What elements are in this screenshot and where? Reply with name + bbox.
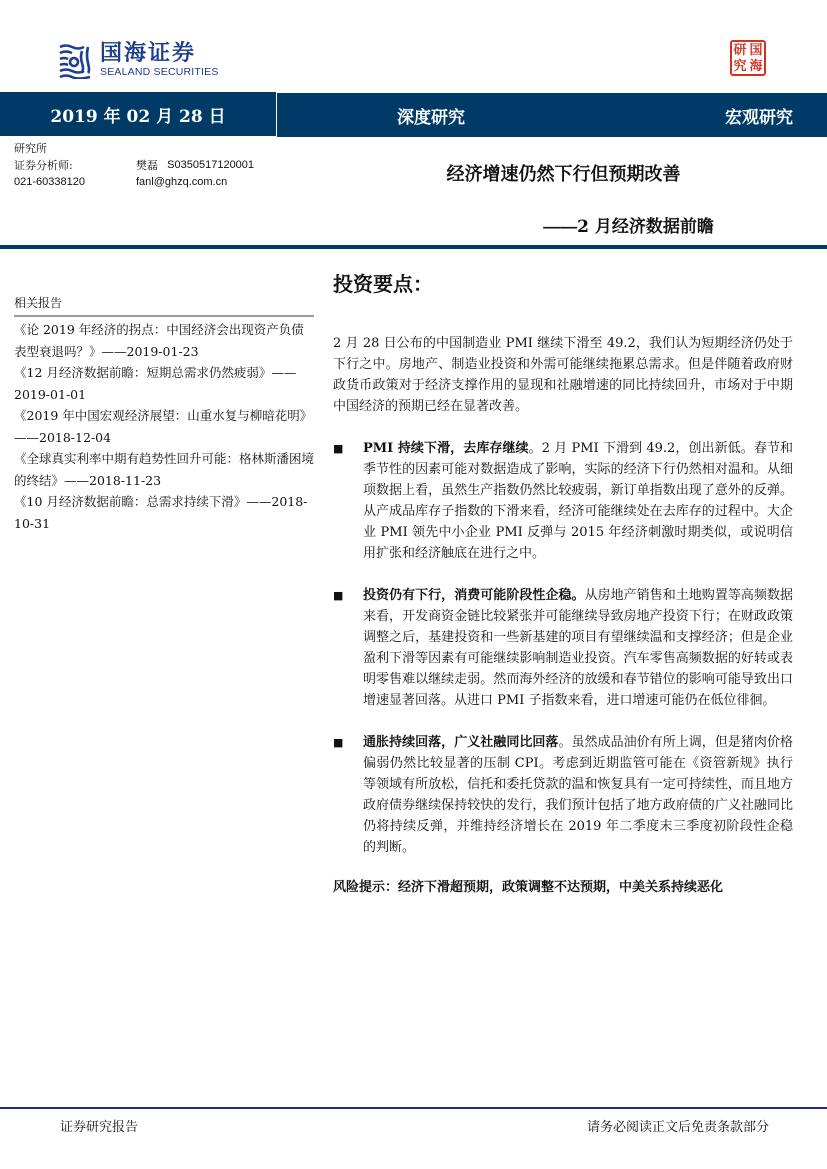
report-type: 深度研究 bbox=[397, 107, 465, 128]
related-report-link[interactable]: 《2019 年中国宏观经济展望：山重水复与柳暗花明》——2018-12-04 bbox=[14, 408, 313, 445]
company-logo bbox=[58, 42, 219, 79]
bullet-text: 从房地产销售和土地购置等高频数据来看，开发商资金链比较紧张并可能继续导致房地产投资下行；在财政政策调整之后，基建投资和一些新基建的项目有望继续温和支撑经济；但是企业盈利下滑等因素有可能继续影响制造业投资。汽车零售高频数据的好转或表明零售难以继续走弱。然而海外经济的放缓和春节错位的影响可能导致出口增速显著回落。从进口 PMI 子指数来看，进口增速可能仍在低位徘徊。 bbox=[363, 588, 793, 708]
logo-name-cn: 国海证券 bbox=[100, 41, 197, 66]
header-date-band bbox=[0, 92, 276, 136]
subtitle-text: 2 月经济数据前瞻 bbox=[577, 217, 714, 237]
intro-paragraph: 2 月 28 日公布的中国制造业 PMI 继续下滑至 49.2，我们认为短期经济仍处于下行之中。房地产、制造业投资和外需可能继续拖累总需求。但是伴随着政府财政货币政策对于经济支撑作用的显现和社融增速的同比持续回升，市场对于中期中国经济的预期已经在显著改善。 bbox=[333, 336, 793, 414]
bullet-item bbox=[333, 732, 793, 858]
bullet-square-icon: ■ bbox=[333, 589, 344, 602]
related-reports bbox=[14, 294, 314, 534]
analyst-id: S0350517120001 bbox=[167, 159, 255, 171]
seal-char: 研 bbox=[733, 42, 747, 58]
bullet-text: 。2 月 PMI 下滑到 49.2，创出新低。春节和季节性的因素可能对数据造成了影响，实际的经济下行仍然相对温和。从细项数据上看，虽然生产指数仍然比较疲弱，新订单指数出现了意外的反弹。从产成品库存子指数的下滑来看，经济可能继续处在去库存的过程中。大企业 PMI 领先中小企业 PMI 反弹与 2015 年经济刺激时期类似，或说明信用扩张和经济触底在进行之中。 bbox=[363, 441, 793, 561]
bullet-square-icon: ■ bbox=[333, 736, 344, 749]
footer-label: 证券研究报告 bbox=[60, 1120, 139, 1135]
risk-warning: 风险提示：经济下滑超预期，政策调整不达预期，中美关系持续恶化 bbox=[333, 880, 724, 895]
related-report-link[interactable]: 《全球真实利率中期有趋势性回升可能：格林斯潘困境的终结》——2018-11-23 bbox=[14, 451, 315, 488]
bullet-item bbox=[333, 585, 793, 711]
bullet-heading: 投资仍有下行，消费可能阶段性企稳。 bbox=[363, 588, 585, 603]
analyst-phone: 021-60338120 bbox=[14, 176, 85, 188]
related-reports-list bbox=[14, 317, 314, 534]
sealand-logo-icon bbox=[58, 43, 92, 79]
related-report-link[interactable]: 《12 月经济数据前瞻：短期总需求仍然疲弱》——2019-01-01 bbox=[14, 365, 297, 402]
bullet-heading: PMI 持续下滑，去库存继续 bbox=[363, 441, 529, 456]
logo-name-en: SEALAND SECURITIES bbox=[100, 66, 219, 78]
report-category: 宏观研究 bbox=[725, 107, 793, 128]
bullet-text: 。虽然成品油价有所上调，但是猪肉价格偏弱仍然比较显著的压制 CPI。考虑到近期监管可能在《资管新规》执行等领域有所放松，信托和委托贷款的温和恢复具有一定可持续性，而且地方政府债券继续保持较快的发行，我们预计包括了地方政府债的广义社融同比仍将持续反弹，并维持经济增长在 2019 年二季度末三季度初阶段性企稳的判断。 bbox=[363, 735, 793, 855]
subtitle-dash: —— bbox=[543, 217, 578, 236]
related-reports-title: 相关报告 bbox=[14, 294, 314, 317]
bullet-heading: 通胀持续回落，广义社融同比回落 bbox=[363, 735, 559, 750]
related-report-link[interactable]: 《10 月经济数据前瞻：总需求持续下滑》——2018-10-31 bbox=[14, 494, 308, 531]
related-report-link[interactable]: 《论 2019 年经济的拐点：中国经济会出现资产负债表型衰退吗？》——2019-01-23 bbox=[14, 322, 304, 359]
report-subtitle bbox=[300, 212, 827, 237]
analyst-email[interactable]: fanl@ghzq.com.cn bbox=[136, 176, 228, 188]
footer-disclaimer: 请务必阅读正文后免责条款部分 bbox=[586, 1120, 769, 1135]
seal-char: 海 bbox=[749, 58, 763, 74]
investment-highlights bbox=[333, 268, 793, 895]
section-title: 投资要点： bbox=[333, 272, 433, 296]
institute-label: 研究所 bbox=[14, 142, 47, 155]
footer-divider bbox=[0, 1107, 827, 1109]
bullet-square-icon: ■ bbox=[333, 442, 344, 455]
report-title: 经济增速仍然下行但预期改善 bbox=[446, 164, 681, 185]
analyst-name: 樊磊 bbox=[136, 159, 158, 172]
header-type-band bbox=[277, 93, 827, 137]
seal-char: 究 bbox=[733, 58, 747, 74]
seal-char: 国 bbox=[749, 42, 763, 58]
report-date: 2019 年 02 月 28 日 bbox=[50, 106, 226, 127]
analyst-label: 证券分析师: bbox=[14, 159, 73, 172]
header-divider bbox=[0, 245, 827, 249]
analyst-info bbox=[14, 140, 254, 191]
research-seal-icon bbox=[730, 40, 766, 76]
bullet-item bbox=[333, 438, 793, 564]
